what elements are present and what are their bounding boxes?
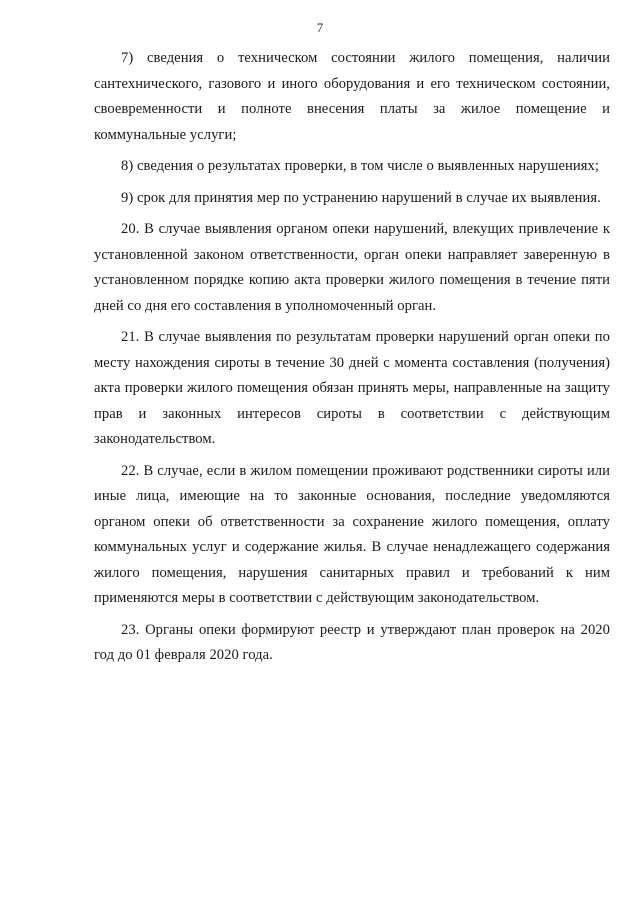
paragraph-clause-21: 21. В случае выявления по результатам проверки нарушений орган опеки по месту нахождения сироты в течение 30 дней с момента составления (получения) акта проверки жилого помещения обязан принять меры, направленные на защиту прав и законных интересов сироты в соответствии с действующим законодательством.: [94, 329, 610, 447]
paragraph-clause-20: 20. В случае выявления органом опеки нарушений, влекущих привлечение к установленной законом ответственности, орган опеки направляет заверенную в установленном порядке копию акта проверки жилого помещения в течение пяти дней со дня его составления в уполномоченный орган.: [94, 221, 610, 314]
paragraph-item-8: 8) сведения о результатах проверки, в том числе о выявленных нарушениях;: [121, 158, 599, 174]
paragraph-item-9: 9) срок для принятия мер по устранению нарушений в случае их выявления.: [121, 189, 601, 206]
document-body: [94, 46, 610, 669]
paragraph-clause-22: 22. В случае, если в жилом помещении проживают родственники сироты или иные лица, имеющие на то законные основания, последние уведомляются органом опеки об ответственности за сохранение жилого помещения, оплату коммунальных услуг и содержание жилья. В случае ненадлежащего содержания жилого помещения, нарушения санитарных правил и требований к ним применяются меры в соответствии с действующим законодательством.: [94, 462, 610, 606]
paragraph-clause-23: 23. Органы опеки формируют реестр и утверждают план проверок на 2020 год до 01 февраля 2020 года.: [94, 621, 610, 663]
page-number: 7: [316, 20, 324, 35]
paragraph-item-7: 7) сведения о техническом состоянии жилого помещения, наличии сантехнического, газового и иного оборудования и его техническом состоянии, своевременности и полноте внесения платы за жилое помещение и коммунальные услуги;: [94, 50, 610, 143]
